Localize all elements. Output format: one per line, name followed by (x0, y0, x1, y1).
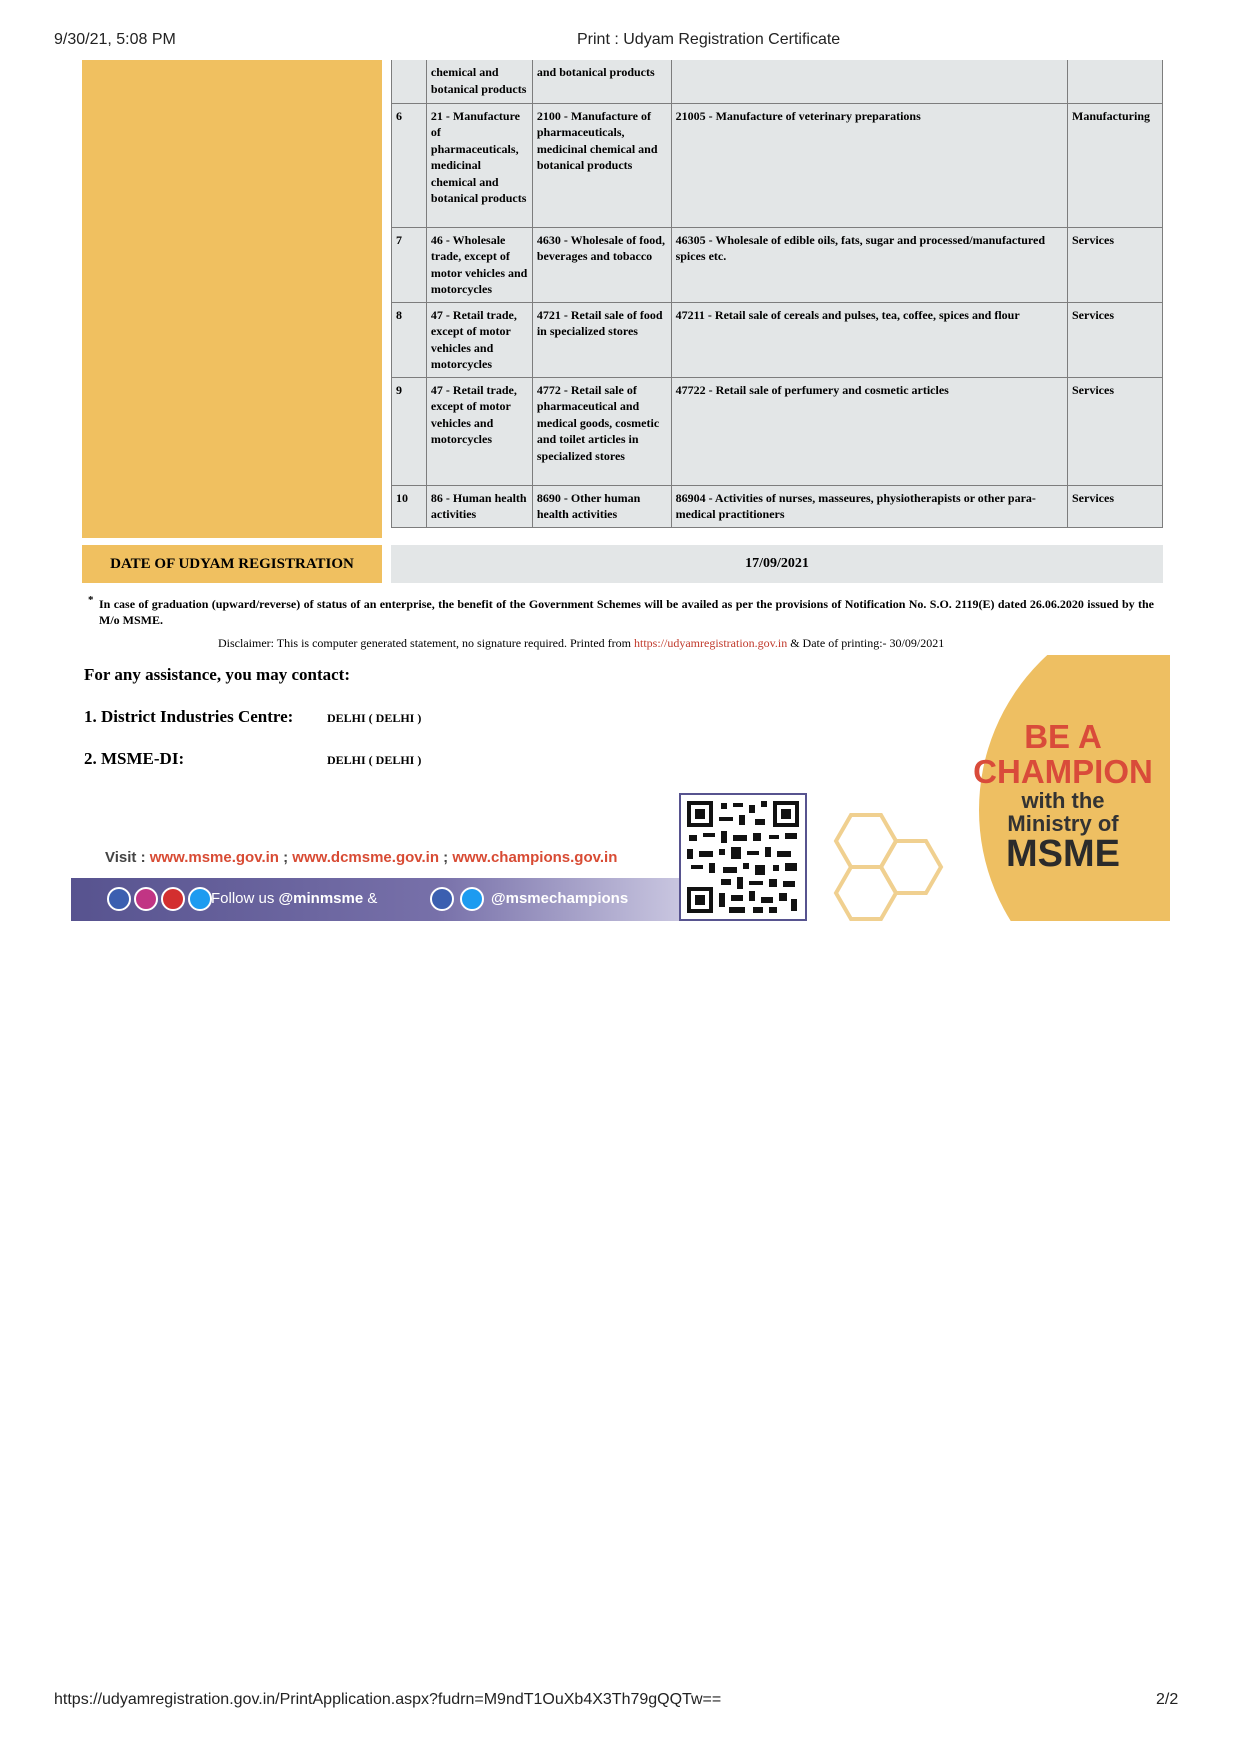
champion-line-4: Ministry of (1007, 811, 1119, 837)
print-datetime: 9/30/21, 5:08 PM (54, 31, 176, 48)
instagram-icon[interactable] (134, 887, 158, 911)
graduation-note-text: In case of graduation (upward/reverse) of status of an enterprise, the benefit of the Government Schemes will be availed as per the provisions of Notification No. S.O. 2119(E) dated 26.06.2020 issued by the M/o MSME. (99, 597, 1154, 627)
table-row (392, 302, 1163, 377)
minmsme-handle[interactable]: @minmsme (278, 890, 364, 907)
serial-number-cell: 8 (392, 302, 427, 377)
nic-4-digit-cell: 4721 - Retail sale of food in specialized stores (532, 302, 671, 377)
nic-4-digit-cell: 4772 - Retail sale of pharmaceutical and medical goods, cosmetic and toilet articles in specialized stores (532, 377, 671, 485)
orange-side-column (82, 60, 382, 538)
nic-5-digit-cell: 86904 - Activities of nurses, masseures, physiotherapists or other para-medical practitioners (671, 485, 1067, 527)
serial-number-cell: 6 (392, 103, 427, 227)
serial-number-cell: 10 (392, 485, 427, 527)
facebook-icon[interactable] (107, 887, 131, 911)
nic-2-digit-cell: 47 - Retail trade, except of motor vehicles and motorcycles (426, 302, 532, 377)
champion-line-1: BE A (1024, 718, 1102, 755)
follow-amp: & (363, 890, 378, 907)
activity-cell: Services (1068, 377, 1163, 485)
activity-cell: Services (1068, 302, 1163, 377)
disclaimer-link[interactable]: https://udyamregistration.gov.in (634, 636, 788, 650)
activity-cell: Manufacturing (1068, 103, 1163, 227)
nic-4-digit-cell: 8690 - Other human health activities (532, 485, 671, 527)
nic-2-digit-cell: 21 - Manufacture of pharmaceuticals, medicinal chemical and botanical products (426, 103, 532, 227)
table-row (392, 485, 1163, 527)
footnote-star: * (88, 594, 94, 606)
nic-4-digit-cell: and botanical products (532, 60, 671, 103)
nic-5-digit-cell (671, 60, 1067, 103)
qr-code (679, 793, 807, 921)
visit-separator-2: ; (439, 849, 453, 866)
champion-line-5: MSME (1006, 833, 1120, 876)
table-row (392, 103, 1163, 227)
disclaimer-prefix: Disclaimer: This is computer generated statement, no signature required. Printed from (218, 636, 634, 650)
table-row (392, 377, 1163, 485)
dic-value: DELHI ( DELHI ) (327, 711, 422, 725)
print-title: Print : Udyam Registration Certificate (577, 31, 841, 48)
visit-label: Visit : (105, 849, 150, 866)
follow-us-text (211, 890, 377, 907)
table-row (392, 227, 1163, 302)
nic-4-digit-cell: 2100 - Manufacture of pharmaceuticals, medicinal chemical and botanical products (532, 103, 671, 227)
follow-us-bar (71, 878, 681, 921)
nic-activity-table (391, 60, 1163, 528)
serial-number-cell (392, 60, 427, 103)
msme-di-value: DELHI ( DELHI ) (327, 753, 422, 767)
visit-links (105, 849, 617, 866)
msme-di-label: 2. MSME-DI: (84, 749, 185, 768)
nic-4-digit-cell: 4630 - Wholesale of food, beverages and tobacco (532, 227, 671, 302)
activity-cell (1068, 60, 1163, 103)
nic-5-digit-cell: 46305 - Wholesale of edible oils, fats, sugar and processed/manufactured spices etc. (671, 227, 1067, 302)
msme-site-link[interactable]: www.msme.gov.in (149, 849, 279, 866)
nic-5-digit-cell: 21005 - Manufacture of veterinary preparations (671, 103, 1067, 227)
msme-champion-banner (71, 655, 1170, 921)
visit-separator-1: ; (278, 849, 293, 866)
registration-date-label: DATE OF UDYAM REGISTRATION (82, 545, 382, 583)
youtube-icon[interactable] (161, 887, 185, 911)
champion-line-2: CHAMPION (973, 752, 1153, 790)
serial-number-cell: 9 (392, 377, 427, 485)
nic-2-digit-cell: 46 - Wholesale trade, except of motor vehicles and motorcycles (426, 227, 532, 302)
champion-slogan (943, 720, 1170, 875)
facebook-icon-2[interactable] (430, 887, 454, 911)
print-url: https://udyamregistration.gov.in/PrintApplication.aspx?fudrn=M9ndT1OuXb4X3Th79gQQTw== (54, 1691, 722, 1708)
nic-2-digit-cell: 47 - Retail trade, except of motor vehicles and motorcycles (426, 377, 532, 485)
activity-cell: Services (1068, 227, 1163, 302)
serial-number-cell: 7 (392, 227, 427, 302)
nic-2-digit-cell: 86 - Human health activities (426, 485, 532, 527)
dcmsme-site-link[interactable]: www.dcmsme.gov.in (292, 849, 439, 866)
graduation-note (88, 596, 1154, 628)
disclaimer (218, 636, 944, 651)
page-number: 2/2 (1156, 1691, 1179, 1708)
msmechampions-handle[interactable]: @msmechampions (491, 890, 629, 907)
twitter-icon-2[interactable] (460, 887, 484, 911)
disclaimer-suffix: & Date of printing:- 30/09/2021 (787, 636, 945, 650)
table-row (392, 60, 1163, 103)
nic-2-digit-cell: chemical and botanical products (426, 60, 532, 103)
champions-site-link[interactable]: www.champions.gov.in (452, 849, 618, 866)
follow-prefix: Follow us (211, 890, 279, 907)
champion-line-3: with the (1021, 788, 1105, 814)
registration-date-value: 17/09/2021 (391, 545, 1163, 583)
nic-5-digit-cell: 47211 - Retail sale of cereals and pulses, tea, coffee, spices and flour (671, 302, 1067, 377)
nic-5-digit-cell: 47722 - Retail sale of perfumery and cosmetic articles (671, 377, 1067, 485)
dic-label: 1. District Industries Centre: (84, 707, 294, 726)
activity-cell: Services (1068, 485, 1163, 527)
contact-heading: For any assistance, you may contact: (84, 665, 350, 684)
twitter-icon[interactable] (188, 887, 212, 911)
